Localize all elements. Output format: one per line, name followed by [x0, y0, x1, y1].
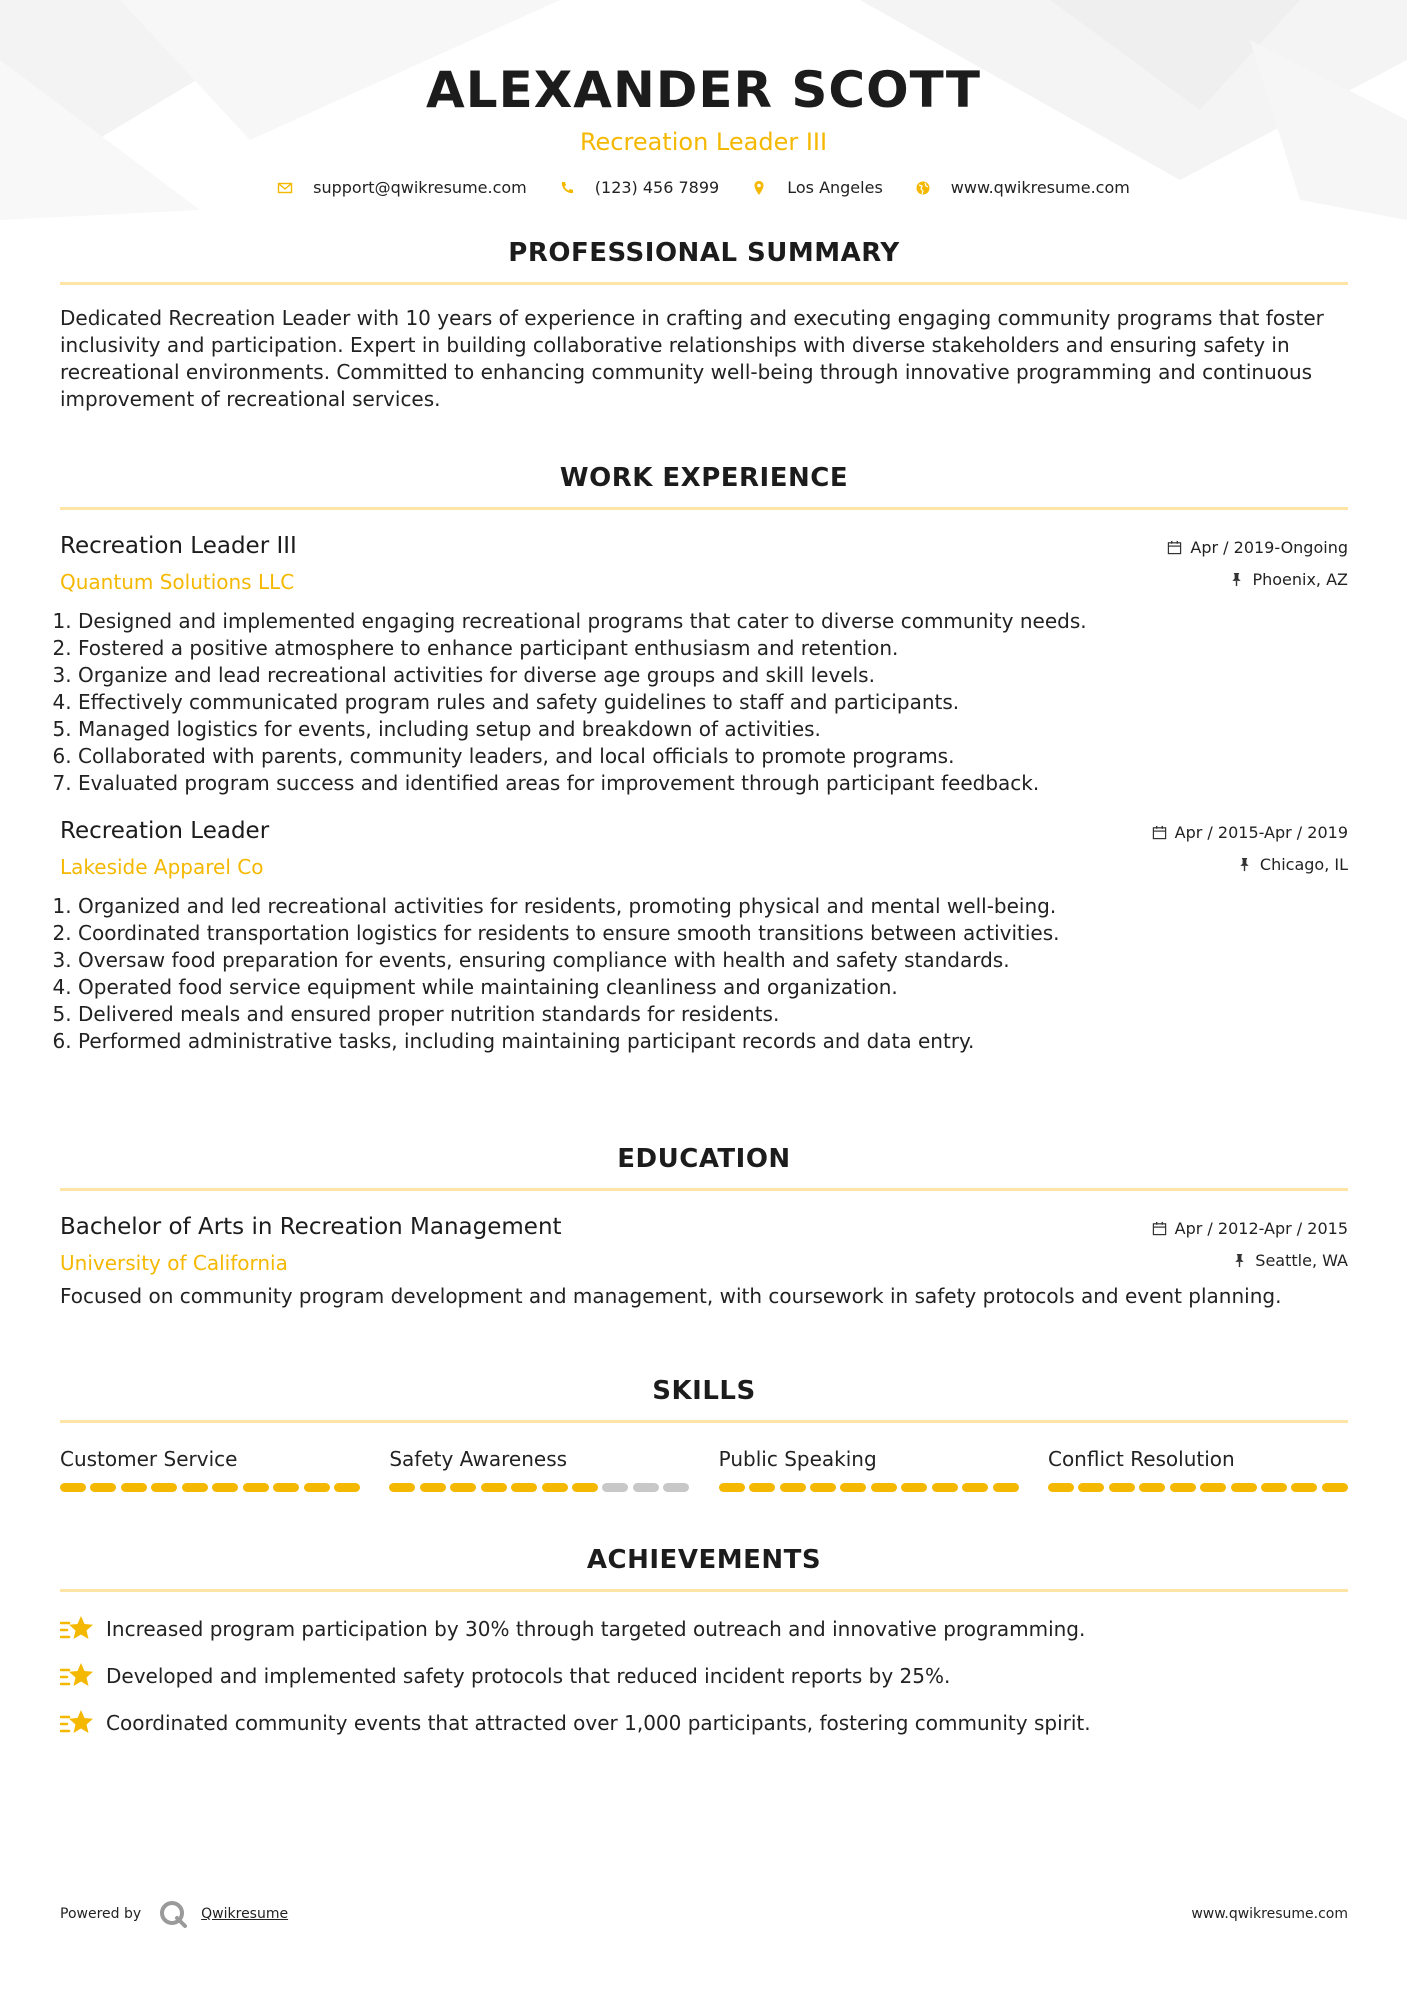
skill-dot-filled	[542, 1483, 568, 1492]
skill-rating	[719, 1483, 1019, 1492]
calendar-icon	[1167, 540, 1182, 555]
job-responsibilities	[60, 893, 1348, 1055]
skill-dot-filled	[420, 1483, 446, 1492]
skill-dot-filled	[1200, 1483, 1226, 1492]
skills-section	[60, 1376, 1348, 1492]
experience-title: WORK EXPERIENCE	[559, 463, 849, 493]
skill-name: Customer Service	[60, 1447, 238, 1471]
skill-dot-filled	[719, 1483, 745, 1492]
skill-dot-filled	[511, 1483, 537, 1492]
list-item: 5. Managed logistics for events, including setup and breakdown of activities.	[78, 716, 1348, 743]
summary-title: PROFESSIONAL SUMMARY	[508, 238, 900, 268]
shooting-star-icon	[60, 1661, 94, 1691]
list-item: 2. Coordinated transportation logistics for residents to ensure smooth transitions between activities.	[78, 920, 1348, 947]
skill-dot-empty	[663, 1483, 689, 1492]
map-pin-icon	[751, 180, 767, 196]
skill-dot-filled	[151, 1483, 177, 1492]
calendar-icon	[1152, 1221, 1167, 1236]
skills-title: SKILLS	[652, 1376, 756, 1406]
job-title: Recreation Leader III	[60, 533, 297, 559]
achievement-item	[60, 1614, 1348, 1644]
skill-dot-filled	[1078, 1483, 1104, 1492]
summary-text: Dedicated Recreation Leader with 10 years of experience in crafting and executing engaging community programs that foster inclusivity and participation. Expert in building collaborative relationships with diverse stakeholders and ensuring safety in recreational environments. Committed to enhancing community well-being through innovative programming and continuous improvement of recreational services.	[60, 306, 1324, 411]
shooting-star-icon	[60, 1708, 94, 1738]
skill-dot-filled	[932, 1483, 958, 1492]
skill-item	[60, 1447, 360, 1492]
list-item: 1. Organized and led recreational activities for residents, promoting physical and mental well-being.	[78, 893, 1348, 920]
education-section	[60, 1144, 1348, 1310]
achievements-section	[60, 1545, 1348, 1738]
skill-dot-filled	[749, 1483, 775, 1492]
job-dates-text: Apr / 2015-Apr / 2019	[1174, 823, 1348, 842]
section-divider	[60, 282, 1348, 285]
skill-dot-filled	[871, 1483, 897, 1492]
skill-dot-filled	[1139, 1483, 1165, 1492]
education-entry	[60, 1213, 1348, 1310]
job-dates-text: Apr / 2019-Ongoing	[1190, 538, 1348, 557]
job-location	[1229, 570, 1348, 589]
skill-dot-filled	[810, 1483, 836, 1492]
section-divider	[60, 1420, 1348, 1423]
job-responsibilities	[60, 608, 1348, 797]
experience-section	[60, 463, 1348, 1055]
education-location	[1232, 1251, 1348, 1270]
skill-dot-filled	[572, 1483, 598, 1492]
skill-dot-filled	[1322, 1483, 1348, 1492]
skill-dot-filled	[121, 1483, 147, 1492]
skill-name: Public Speaking	[718, 1447, 877, 1471]
skill-dot-filled	[1261, 1483, 1287, 1492]
footer-website[interactable]: www.qwikresume.com	[1191, 1906, 1348, 1922]
skill-dot-filled	[182, 1483, 208, 1492]
pushpin-icon	[1229, 572, 1244, 587]
job-entry	[60, 817, 1348, 1055]
skills-list	[60, 1447, 1348, 1492]
skill-dot-filled	[1109, 1483, 1135, 1492]
achievement-text: Coordinated community events that attracted over 1,000 participants, fostering community spirit.	[106, 1710, 1091, 1735]
skill-rating	[389, 1483, 689, 1492]
skill-dot-filled	[993, 1483, 1019, 1492]
skill-dot-filled	[334, 1483, 360, 1492]
skill-item	[719, 1447, 1019, 1492]
skill-dot-filled	[273, 1483, 299, 1492]
skill-dot-filled	[840, 1483, 866, 1492]
skill-dot-filled	[243, 1483, 269, 1492]
achievement-item	[60, 1708, 1348, 1738]
skill-dot-filled	[60, 1483, 86, 1492]
qwikresume-logo-icon	[157, 1898, 189, 1930]
achievement-text: Increased program participation by 30% through targeted outreach and innovative programming.	[106, 1616, 1086, 1641]
powered-by	[60, 1898, 288, 1930]
skill-dot-filled	[1291, 1483, 1317, 1492]
school-name: University of California	[60, 1251, 288, 1275]
candidate-name: ALEXANDER SCOTT	[426, 61, 981, 119]
list-item: 3. Organize and lead recreational activities for diverse age groups and skill levels.	[78, 662, 1348, 689]
job-location-text: Chicago, IL	[1259, 855, 1348, 874]
list-item: 4. Effectively communicated program rules and safety guidelines to staff and participants.	[78, 689, 1348, 716]
contact-email[interactable]	[277, 178, 527, 197]
email-text: support@qwikresume.com	[313, 178, 527, 197]
achievements-list	[60, 1614, 1348, 1738]
list-item: 4. Operated food service equipment while maintaining cleanliness and organization.	[78, 974, 1348, 1001]
skill-dot-filled	[450, 1483, 476, 1492]
section-divider	[60, 1589, 1348, 1592]
list-item: 6. Collaborated with parents, community leaders, and local officials to promote programs.	[78, 743, 1348, 770]
skill-rating	[60, 1483, 360, 1492]
job-company: Quantum Solutions LLC	[60, 570, 295, 594]
contact-location	[751, 178, 883, 197]
job-location	[1237, 855, 1348, 874]
skill-dot-filled	[304, 1483, 330, 1492]
list-item: 3. Oversaw food preparation for events, ensuring compliance with health and safety standards.	[78, 947, 1348, 974]
skill-dot-filled	[1048, 1483, 1074, 1492]
page-footer	[60, 1898, 1348, 1930]
skill-dot-filled	[962, 1483, 988, 1492]
education-dates	[1152, 1219, 1348, 1238]
summary-section	[60, 238, 1348, 413]
pushpin-icon	[1237, 857, 1252, 872]
skill-dot-filled	[1231, 1483, 1257, 1492]
website-text: www.qwikresume.com	[950, 178, 1130, 197]
calendar-icon	[1152, 825, 1167, 840]
shooting-star-icon	[60, 1614, 94, 1644]
job-title: Recreation Leader	[60, 818, 270, 844]
pushpin-icon	[1232, 1253, 1247, 1268]
achievement-text: Developed and implemented safety protocols that reduced incident reports by 25%.	[106, 1663, 951, 1688]
phone-icon	[559, 180, 575, 196]
list-item: 5. Delivered meals and ensured proper nutrition standards for residents.	[78, 1001, 1348, 1028]
education-title: EDUCATION	[617, 1144, 791, 1174]
skill-dot-filled	[389, 1483, 415, 1492]
degree-title: Bachelor of Arts in Recreation Management	[60, 1214, 562, 1240]
skill-dot-filled	[212, 1483, 238, 1492]
job-dates	[1152, 823, 1348, 842]
location-text: Los Angeles	[787, 178, 883, 197]
job-company: Lakeside Apparel Co	[60, 855, 264, 879]
skill-name: Conflict Resolution	[1047, 1447, 1235, 1471]
skill-dot-filled	[780, 1483, 806, 1492]
job-dates	[1167, 538, 1348, 557]
skill-dot-filled	[481, 1483, 507, 1492]
skill-dot-empty	[602, 1483, 628, 1492]
education-description: Focused on community program development and management, with coursework in safety protocols and event planning.	[60, 1284, 1282, 1308]
achievements-title: ACHIEVEMENTS	[586, 1545, 822, 1575]
contact-phone[interactable]	[559, 178, 719, 197]
list-item: 6. Performed administrative tasks, including maintaining participant records and data entry.	[78, 1028, 1348, 1055]
phone-text: (123) 456 7899	[594, 178, 720, 197]
list-item: 2. Fostered a positive atmosphere to enhance participant enthusiasm and retention.	[78, 635, 1348, 662]
skill-dot-empty	[633, 1483, 659, 1492]
resume-header	[0, 0, 1407, 197]
skill-rating	[1048, 1483, 1348, 1492]
candidate-role: Recreation Leader III	[579, 128, 828, 156]
list-item: 7. Evaluated program success and identified areas for improvement through participant feedback.	[78, 770, 1348, 797]
education-dates-text: Apr / 2012-Apr / 2015	[1174, 1219, 1348, 1238]
powered-by-label: Powered by	[60, 1906, 142, 1922]
section-divider	[60, 507, 1348, 510]
envelope-icon	[277, 180, 293, 196]
skill-dot-filled	[901, 1483, 927, 1492]
contact-website[interactable]	[915, 178, 1130, 197]
globe-icon	[915, 180, 931, 196]
skill-item	[389, 1447, 689, 1492]
achievement-item	[60, 1661, 1348, 1691]
job-entry	[60, 532, 1348, 797]
skill-item	[1048, 1447, 1348, 1492]
job-location-text: Phoenix, AZ	[1252, 570, 1348, 589]
contact-bar	[0, 178, 1407, 197]
qwikresume-link[interactable]: Qwikresume	[201, 1906, 289, 1922]
skill-dot-filled	[90, 1483, 116, 1492]
section-divider	[60, 1188, 1348, 1191]
skill-dot-filled	[1170, 1483, 1196, 1492]
education-location-text: Seattle, WA	[1255, 1251, 1348, 1270]
skill-name: Safety Awareness	[389, 1447, 568, 1471]
list-item: 1. Designed and implemented engaging recreational programs that cater to diverse community needs.	[78, 608, 1348, 635]
